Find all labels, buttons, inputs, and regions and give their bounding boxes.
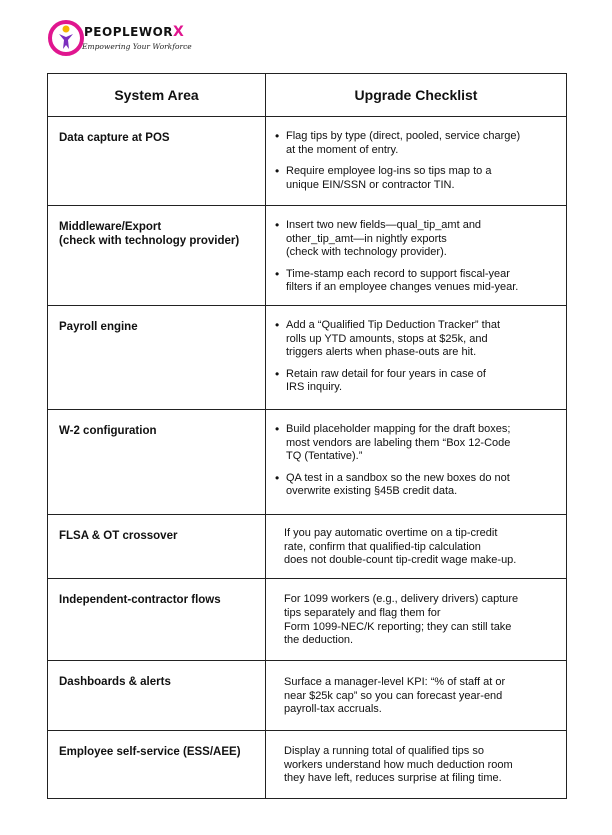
table-row bbox=[48, 515, 567, 579]
peopleworx-logo bbox=[46, 18, 192, 62]
system-area-cell: Employee self-service (ESS/AEE) bbox=[48, 731, 266, 799]
checklist-cell: If you pay automatic overtime on a tip-credit rate, confirm that qualified-tip calculation does not double-count tip-credit wage make-up. bbox=[266, 515, 567, 579]
logo-name-main: PEOPLEWOR bbox=[84, 25, 174, 39]
table-row bbox=[48, 661, 567, 731]
table-row bbox=[48, 579, 567, 661]
logo-tagline: Empowering Your Workforce bbox=[82, 42, 192, 51]
checklist-bullet: • Add a “Qualified Tip Deduction Tracker” that rolls up YTD amounts, stops at $25k, and triggers alerts when phase-outs are hit. bbox=[286, 319, 556, 360]
logo-mark-icon bbox=[46, 18, 86, 58]
checklist-cell bbox=[266, 306, 567, 410]
checklist-bullet: • Require employee log-ins so tips map to a unique EIN/SSN or contractor TIN. bbox=[286, 165, 556, 192]
table-header-row bbox=[48, 74, 567, 117]
logo-wordmark bbox=[84, 24, 184, 40]
system-area-cell: W-2 configuration bbox=[48, 410, 266, 515]
checklist-cell bbox=[266, 206, 567, 306]
system-area-cell: Middleware/Export (check with technology provider) bbox=[48, 206, 266, 306]
table-row bbox=[48, 410, 567, 515]
checklist-bullet: • Build placeholder mapping for the draft boxes; most vendors are labeling them “Box 12-Code TQ (Tentative).” bbox=[286, 423, 556, 464]
checklist-cell: Display a running total of qualified tips so workers understand how much deduction room they have left, reduces surprise at filing time. bbox=[266, 731, 567, 799]
logo-name-accent: X bbox=[173, 24, 185, 40]
checklist-cell: Surface a manager-level KPI: “% of staff at or near $25k cap” so you can forecast year-end payroll-tax accruals. bbox=[266, 661, 567, 731]
checklist-bullet: • Flag tips by type (direct, pooled, service charge) at the moment of entry. bbox=[286, 130, 556, 157]
checklist-bullet: • QA test in a sandbox so the new boxes do not overwrite existing §45B credit data. bbox=[286, 472, 556, 499]
system-area-cell: Data capture at POS bbox=[48, 117, 266, 206]
table-row bbox=[48, 206, 567, 306]
table-row bbox=[48, 117, 567, 206]
upgrade-checklist-table bbox=[47, 73, 567, 799]
checklist-bullet: • Insert two new fields—qual_tip_amt and other_tip_amt—in nightly exports (check with technology provider). bbox=[286, 219, 556, 260]
system-area-cell: Payroll engine bbox=[48, 306, 266, 410]
system-area-cell: FLSA & OT crossover bbox=[48, 515, 266, 579]
table-row bbox=[48, 306, 567, 410]
checklist-cell: For 1099 workers (e.g., delivery drivers) capture tips separately and flag them for Form 1099-NEC/K reporting; they can still take the deduction. bbox=[266, 579, 567, 661]
system-area-cell: Independent-contractor flows bbox=[48, 579, 266, 661]
checklist-cell bbox=[266, 410, 567, 515]
system-area-cell: Dashboards & alerts bbox=[48, 661, 266, 731]
table-row bbox=[48, 731, 567, 799]
checklist-cell bbox=[266, 117, 567, 206]
header-system-area: System Area bbox=[48, 74, 266, 117]
checklist-bullet: • Time-stamp each record to support fiscal-year filters if an employee changes venues mid-year. bbox=[286, 268, 556, 295]
header-upgrade-checklist: Upgrade Checklist bbox=[266, 74, 567, 117]
checklist-bullet: • Retain raw detail for four years in case of IRS inquiry. bbox=[286, 368, 556, 395]
